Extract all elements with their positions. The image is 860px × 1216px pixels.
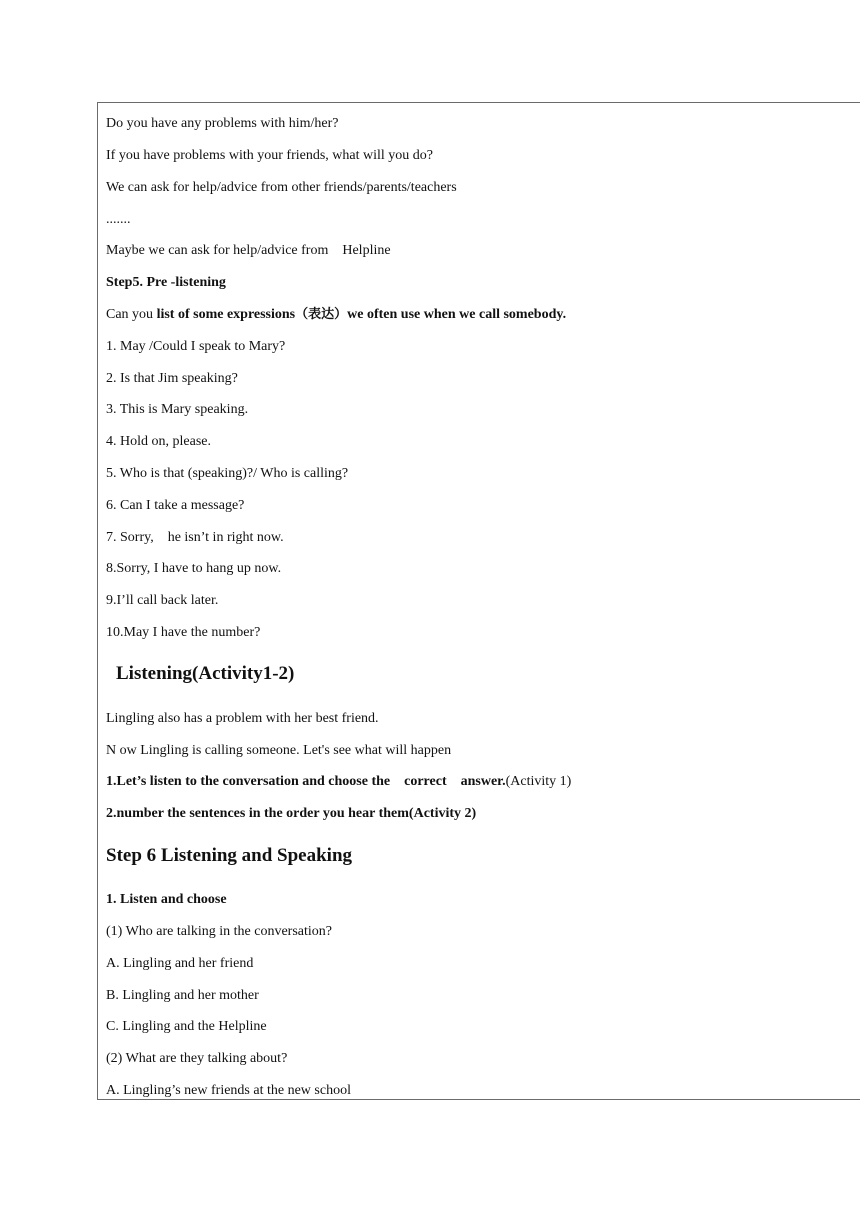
text-line: Maybe we can ask for help/advice from Helpline <box>106 243 391 258</box>
question-text: (1) Who are talking in the conversation? <box>106 924 332 939</box>
list-item: 4. Hold on, please. <box>106 434 211 449</box>
list-item: 3. This is Mary speaking. <box>106 402 249 417</box>
text-fragment: Can you <box>106 307 157 322</box>
list-item: 8.Sorry, I have to hang up now. <box>106 561 282 576</box>
task-instruction-1 <box>106 773 571 791</box>
text-fragment-bold: 1.Let’s listen to the conversation and choose the correct answer. <box>106 774 506 789</box>
ellipsis-line: ....... <box>106 212 131 227</box>
question-text: (2) What are they talking about? <box>106 1051 288 1066</box>
text-line: If you have problems with your friends, what will you do? <box>106 148 433 163</box>
task-instruction-2: 2.number the sentences in the order you hear them(Activity 2) <box>106 806 477 821</box>
list-item: 9.I’ll call back later. <box>106 593 219 608</box>
section-heading-step6: Step 6 Listening and Speaking <box>106 845 353 866</box>
answer-option: A. Lingling’s new friends at the new school <box>106 1083 351 1098</box>
list-item: 2. Is that Jim speaking? <box>106 371 238 386</box>
section-heading-step5: Step5. Pre -listening <box>106 275 226 290</box>
text-line: Lingling also has a problem with her best friend. <box>106 711 379 726</box>
text-line-expressions <box>106 306 566 324</box>
text-fragment-bold: list of some expressions <box>156 307 296 322</box>
list-item: 10.May I have the number? <box>106 625 261 640</box>
list-item: 7. Sorry, he isn’t in right now. <box>106 530 284 545</box>
exercise-heading: 1. Listen and choose <box>106 892 227 907</box>
list-item: 5. Who is that (speaking)?/ Who is calling? <box>106 466 349 481</box>
list-item: 1. May /Could I speak to Mary? <box>106 339 286 354</box>
answer-option: B. Lingling and her mother <box>106 988 259 1003</box>
answer-option: A. Lingling and her friend <box>106 956 254 971</box>
text-line: N ow Lingling is calling someone. Let's see what will happen <box>106 743 452 758</box>
answer-option: C. Lingling and the Helpline <box>106 1019 267 1034</box>
text-line: Do you have any problems with him/her? <box>106 116 339 131</box>
list-item: 6. Can I take a message? <box>106 498 245 513</box>
section-heading-listening: Listening(Activity1-2) <box>116 663 295 684</box>
text-fragment: (Activity 1) <box>505 774 572 789</box>
text-line: We can ask for help/advice from other friends/parents/teachers <box>106 180 457 195</box>
text-fragment-cjk: （表达） <box>295 307 348 322</box>
text-fragment-bold: we often use when we call somebody. <box>347 307 567 322</box>
